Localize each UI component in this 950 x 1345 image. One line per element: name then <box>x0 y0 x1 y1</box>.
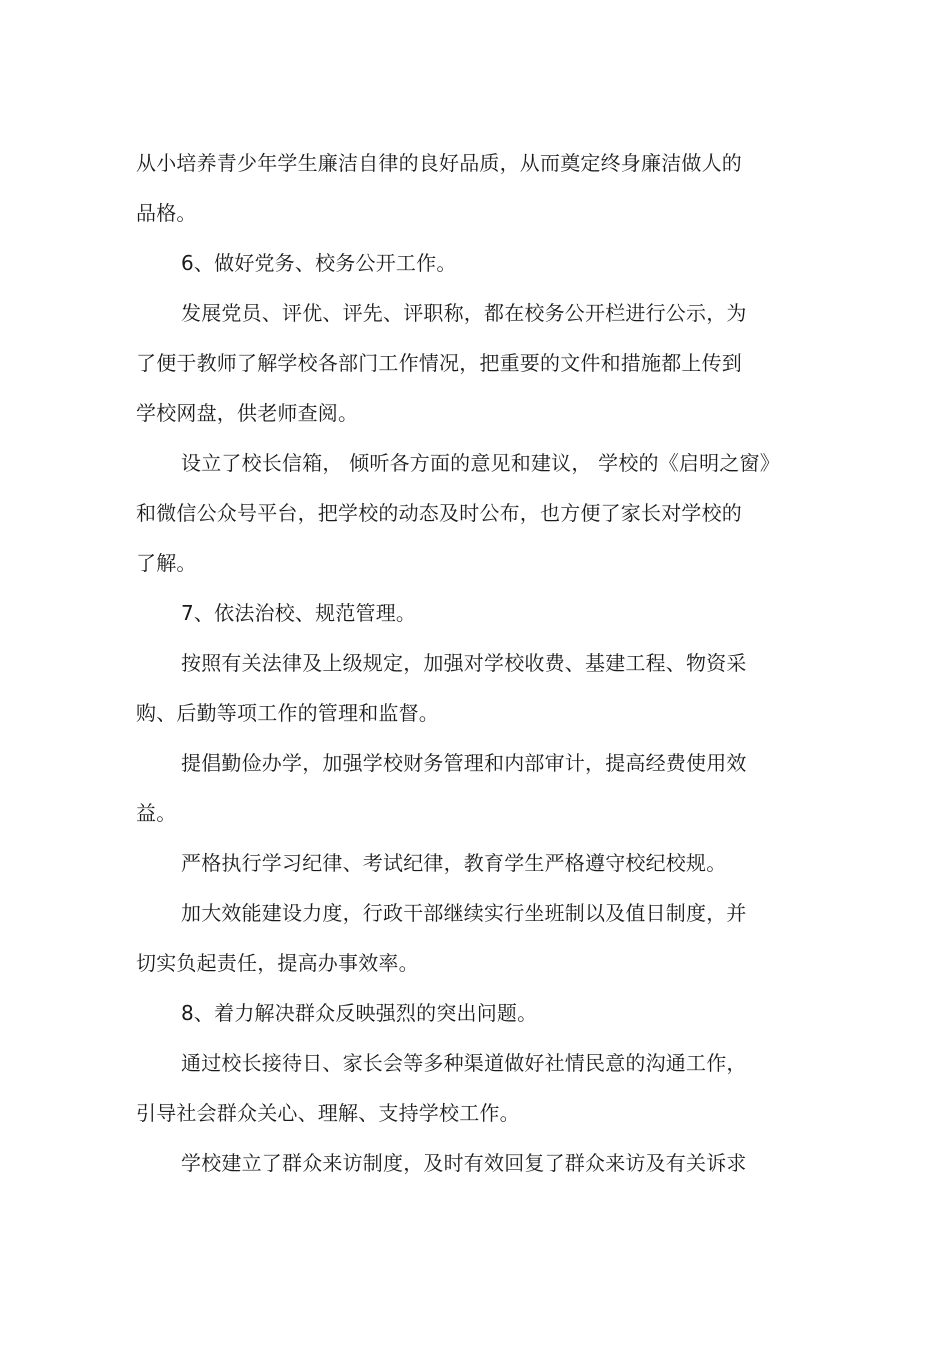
text-line: 发展党员、评优、评先、评职称，都在校务公开栏进行公示，为 <box>181 301 747 325</box>
text-line: 通过校长接待日、家长会等多种渠道做好社情民意的沟通工作， <box>181 1051 747 1075</box>
text-line: 益。 <box>136 801 177 825</box>
text-line: 学校建立了群众来访制度，及时有效回复了群众来访及有关诉求 <box>181 1151 747 1175</box>
text-line: 和微信公众号平台，把学校的动态及时公布，也方便了家长对学校的 <box>136 501 742 525</box>
text-line: 严格执行学习纪律、考试纪律，教育学生严格遵守校纪校规。 <box>181 851 727 875</box>
text-line: 按照有关法律及上级规定，加强对学校收费、基建工程、物资采 <box>181 651 747 675</box>
text-line: 学校网盘，供老师查阅。 <box>136 401 359 425</box>
text-line: 加大效能建设力度，行政干部继续实行坐班制以及值日制度，并 <box>181 901 747 925</box>
text-line: 提倡勤俭办学，加强学校财务管理和内部审计，提高经费使用效 <box>181 751 747 775</box>
text-line: 6、做好党务、校务公开工作。 <box>181 251 457 275</box>
text-line: 引导社会群众关心、理解、支持学校工作。 <box>136 1101 520 1125</box>
text-line: 购、后勤等项工作的管理和监督。 <box>136 701 439 725</box>
text-line: 了解。 <box>136 551 197 575</box>
text-line: 切实负起责任，提高办事效率。 <box>136 951 419 975</box>
text-line: 从小培养青少年学生廉洁自律的良好品质，从而奠定终身廉洁做人的 <box>136 151 742 175</box>
text-line: 品格。 <box>136 201 197 225</box>
document-body <box>136 141 816 1191</box>
text-line: 8、着力解决群众反映强烈的突出问题。 <box>181 1001 538 1025</box>
text-line: 7、依法治校、规范管理。 <box>181 601 417 625</box>
text-line: 设立了校长信箱， 倾听各方面的意见和建议， 学校的《启明之窗》 <box>181 451 780 475</box>
text-line: 了便于教师了解学校各部门工作情况，把重要的文件和措施都上传到 <box>136 351 742 375</box>
